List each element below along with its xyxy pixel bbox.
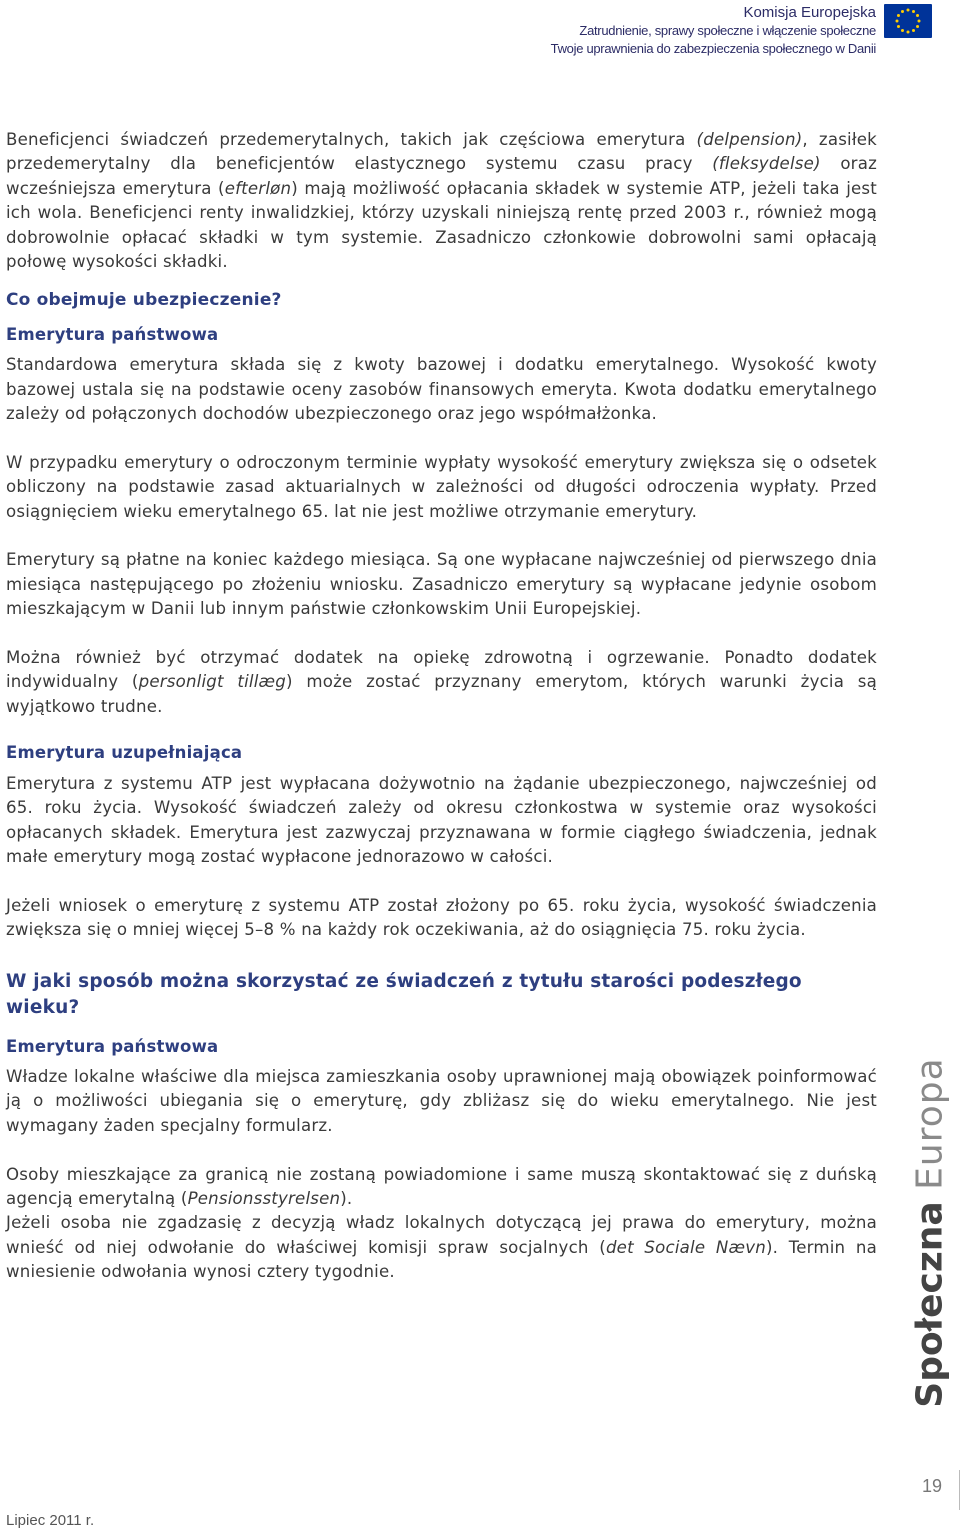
eu-star-icon: [912, 29, 915, 32]
intro-text-3: oraz wcześniejsza emerytura (: [6, 154, 877, 198]
appeal-text-1: Jeżeli osoba nie zgadzasię z decyzją władz lokalnych dotyczącą jej prawa do emerytury, można wnieść od niej odwołanie do właściwej komisji spraw socjalnych (: [6, 1213, 877, 1257]
paragraph-abroad: [6, 1163, 877, 1212]
paragraph-atp-pension: Emerytura z systemu ATP jest wypłacana dożywotnio na żądanie ubezpieczonego, najwcześniej od 65. roku życia. Wysokość świadczeń zależy od okresu członkostwa w systemie oraz wysokości opłacanych składek. Emerytura jest zazwyczaj przyznawana w formie ciągłego świadczenia, jednak małe emerytury mogą zostać wypłacone jednorazowo w całości.: [6, 773, 877, 866]
eu-star-icon: [897, 14, 900, 17]
eu-star-icon: [912, 10, 915, 13]
term-fleksydelse: (fleksydelse): [712, 154, 821, 174]
eu-star-icon: [907, 9, 910, 12]
supplements-text-2: ) może zostać przyznany emerytom, których warunki życia są wyjątkowo trudne.: [6, 672, 877, 716]
abroad-text-1: Osoby mieszkające za granicą nie zostaną powiadomione i same muszą skontaktować się z duńską agencją emerytalną (: [6, 1164, 877, 1208]
eu-star-icon: [897, 25, 900, 28]
paragraph-appeal: [6, 1211, 877, 1284]
supplements-text-1: Można również być otrzymać dodatek na opiekę zdrowotną i ogrzewanie. Ponadto dodatek indywidualny (: [6, 648, 877, 692]
term-det-sociale-naevn: det Sociale Nævn: [605, 1237, 766, 1257]
header-text: [551, 4, 876, 58]
header-dg: Zatrudnienie, sprawy społeczne i włączenie społeczne: [579, 23, 876, 38]
paragraph-payment-timing: Emerytury są płatne na koniec każdego miesiąca. Są one wypłacane najwcześniej od pierwszego dnia miesiąca następującego po złożeniu wniosku. Zasadniczo emerytury są wypłacane jedynie osobom mieszkającym w Danii lub innym państwie członkowskim Unii Europejskiej.: [6, 550, 877, 619]
eu-star-icon: [901, 29, 904, 32]
term-pensionsstyrelsen: Pensionsstyrelsen: [187, 1188, 341, 1208]
eu-star-icon: [896, 20, 899, 23]
header-doc-title: Twoje uprawnienia do zabezpieczenia społecznego w Danii: [550, 41, 876, 56]
paragraph-standard-pension: Standardowa emerytura składa się z kwoty bazowej i dodatku emerytalnego. Wysokość kwoty bazowej ustala się na podstawie oceny zasobów finansowych emeryta. Kwota dodatku emerytalnego zależy od połączonych dochodów ubezpieczonego oraz jego współmałżonka.: [6, 355, 877, 424]
paragraph-atp-late-claim: Jeżeli wniosek o emeryturę z systemu ATP został złożony po 65. roku życia, wysokość świadczenia zwiększa się o mniej więcej 5–8 % na każdy rok oczekiwania, aż do osiągnięcia 75. roku życia.: [6, 895, 877, 940]
header: [0, 0, 960, 60]
subheading-state-pension-claim: Emerytura państwowa: [6, 1036, 219, 1056]
eu-flag-icon: [884, 4, 932, 38]
paragraph-supplements: [6, 646, 877, 719]
intro-text-4: ) mają możliwość opłacania składek w systemie ATP, jeżeli taka jest ich wola. Beneficjenci renty inwalidzkiej, którzy uzyskali niniejszą rentę przed 2003 r., również mogą dobrowolnie opłacać składki w tym systemie. Zasadniczo członkowie dobrowolni sami opłacają połowę wysokości składki.: [6, 178, 877, 272]
intro-text-1: Beneficjenci świadczeń przedemerytalnych, takich jak częściowa emerytura: [6, 130, 697, 149]
eu-star-icon: [916, 25, 919, 28]
term-personligt-tillaeg: personligt tillæg: [138, 672, 286, 692]
appeal-text-2: ). Termin na wniesienie odwołania wynosi cztery tygodnie.: [6, 1237, 877, 1282]
footer-date: Lipiec 2011 r.: [6, 1512, 95, 1529]
side-brand-logo: [909, 1056, 951, 1408]
intro-text-2: , zasiłek przedemerytalny dla beneficjentów elastycznego systemu czasu pracy: [6, 130, 877, 174]
eu-star-icon: [901, 10, 904, 13]
eu-star-icon: [916, 14, 919, 17]
paragraph-deferred-pension: W przypadku emerytury o odroczonym terminie wypłaty wysokość emerytury zwiększa się o odsetek obliczony na podstawie zasad aktuarialnych w zależności od długości odroczenia wypłaty. Przed osiągnięciem wieku emerytalnego 65. lat nie jest możliwe otrzymanie emerytury.: [6, 452, 877, 521]
subheading-supplementary-pension: Emerytura uzupełniająca: [6, 743, 243, 763]
subheading-state-pension: Emerytura państwowa: [6, 324, 219, 344]
heading-coverage: Co obejmuje ubezpieczenie?: [6, 290, 282, 311]
term-efterlon: efterløn: [224, 178, 292, 198]
eu-star-icon: [918, 20, 921, 23]
page-number: 19: [921, 1476, 942, 1496]
intro-paragraph: [6, 128, 877, 274]
term-delpension: (delpension): [696, 130, 803, 149]
document-body: [6, 128, 877, 1285]
paragraph-local-authorities: Władze lokalne właściwe dla miejsca zamieszkania osoby uprawnionej mają obowiązek poinformować ją o możliwości ubiegania się o emeryturę, gdy zbliżasz się do wieku emerytalnego. Nie jest wymagany żaden specjalny formularz.: [6, 1066, 877, 1135]
header-org: Komisja Europejska: [743, 4, 876, 21]
brand-word-bold: Społeczna: [909, 1200, 951, 1408]
abroad-text-2: ).: [340, 1188, 353, 1208]
heading-how-to-claim: W jaki sposób można skorzystać ze świadczeń z tytułu starości podeszłego wieku?: [6, 970, 802, 1018]
brand-word-light: Europa: [909, 1056, 951, 1190]
eu-star-icon: [907, 31, 910, 34]
